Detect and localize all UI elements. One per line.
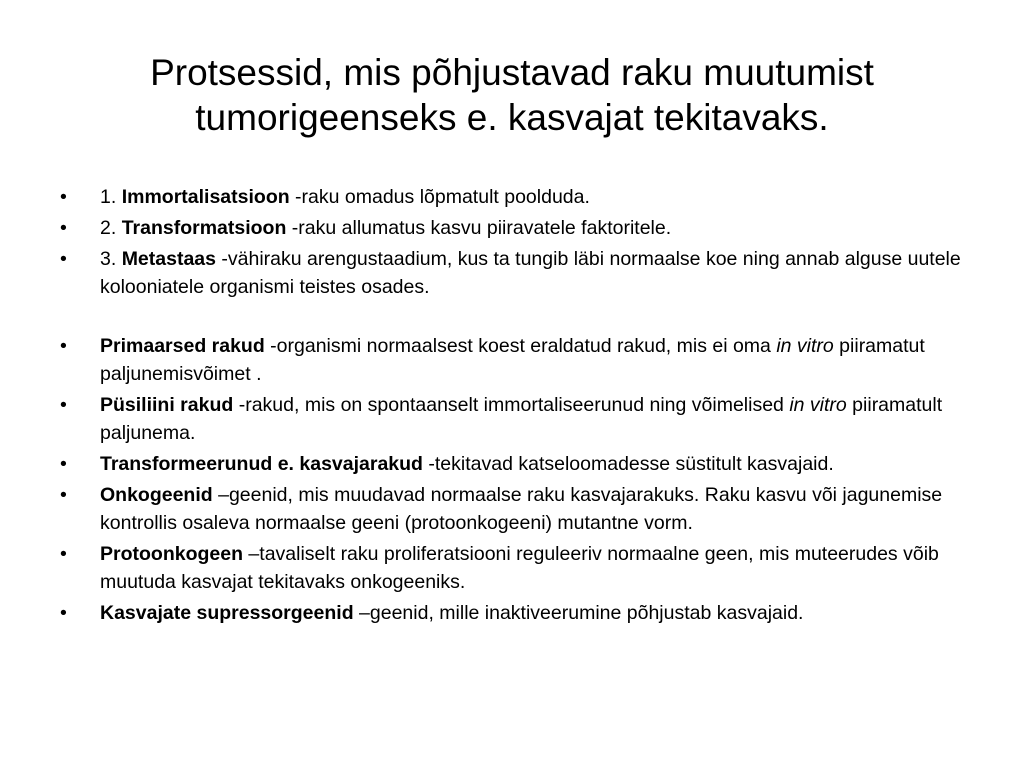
slide-title xyxy=(60,50,964,140)
item-term: Kasvajate supressorgeenid xyxy=(100,602,354,624)
list-item-protoonkogeen xyxy=(58,540,978,596)
item-text-continued: piiramatult paljunema. xyxy=(100,394,943,444)
item-emphasis: in vitro xyxy=(776,335,834,357)
bullet-icon: • xyxy=(60,484,67,506)
item-text: -tekitavad katseloomadesse süstitult kasvajaid. xyxy=(422,453,834,475)
item-number: 1. xyxy=(100,186,122,208)
bullet-icon: • xyxy=(60,335,67,357)
item-text: -rakud, mis on spontaanselt immortaliseerunud ning võimelised xyxy=(233,394,790,416)
item-term: Immortalisatsioon xyxy=(121,186,290,208)
item-text: –geenid, mille inaktiveerumine põhjustab kasvajaid. xyxy=(353,602,804,624)
item-term: Onkogeenid xyxy=(100,484,213,506)
slide-title-line-2: tumorigeenseks e. kasvajat tekitavaks. xyxy=(195,97,829,138)
item-text: -vähiraku arengustaadium, kus ta tungib läbi normaalse koe ning annab alguse uutele kolooniatele organismi teistes osades. xyxy=(100,248,961,298)
bullet-icon: • xyxy=(60,248,67,270)
list-item-immortalisatsioon xyxy=(58,183,978,211)
item-text: –tavaliselt raku proliferatsiooni reguleeriv normaalne geen, mis muteerudes võib muutuda kasvajat tekitavaks onkogeeniks. xyxy=(100,543,939,593)
list-item-primaarsed-rakud xyxy=(58,332,978,388)
list-item-transformeerunud xyxy=(58,450,978,478)
bullet-icon: • xyxy=(60,453,67,475)
list-item-transformatsioon xyxy=(58,214,978,242)
item-emphasis: in vitro xyxy=(789,394,847,416)
item-text: –geenid, mis muudavad normaalse raku kasvajarakuks. Raku kasvu või jagunemise kontrollis osaleva normaalse geeni (protoonkogeeni) mutantne vorm. xyxy=(100,484,943,534)
bullet-icon: • xyxy=(60,186,67,208)
item-text: -organismi normaalsest koest eraldatud rakud, mis ei oma xyxy=(264,335,777,357)
item-number: 2. xyxy=(100,217,122,239)
list-item-supressorgeenid xyxy=(58,599,978,627)
bullet-list xyxy=(58,183,978,630)
item-text: -raku allumatus kasvu piiravatele faktoritele. xyxy=(286,217,672,239)
list-item-onkogeenid xyxy=(58,481,978,537)
slide-title-line-1: Protsessid, mis põhjustavad raku muutumist xyxy=(150,52,874,93)
list-item-metastaas xyxy=(58,245,978,301)
bullet-icon: • xyxy=(60,543,67,565)
item-text-continued: piiramatut paljunemisvõimet . xyxy=(100,335,925,385)
bullet-icon: • xyxy=(60,602,67,624)
item-term: Püsiliini rakud xyxy=(100,394,234,416)
item-term: Transformatsioon xyxy=(121,217,287,239)
list-item-pusiliini-rakud xyxy=(58,391,978,447)
item-term: Metastaas xyxy=(121,248,216,270)
bullet-icon: • xyxy=(60,217,67,239)
item-term: Transformeerunud e. kasvajarakud xyxy=(100,453,423,475)
item-term: Primaarsed rakud xyxy=(100,335,265,357)
item-number: 3. xyxy=(100,248,122,270)
item-text: -raku omadus lõpmatult poolduda. xyxy=(289,186,590,208)
bullet-icon: • xyxy=(60,394,67,416)
item-term: Protoonkogeen xyxy=(100,543,244,565)
